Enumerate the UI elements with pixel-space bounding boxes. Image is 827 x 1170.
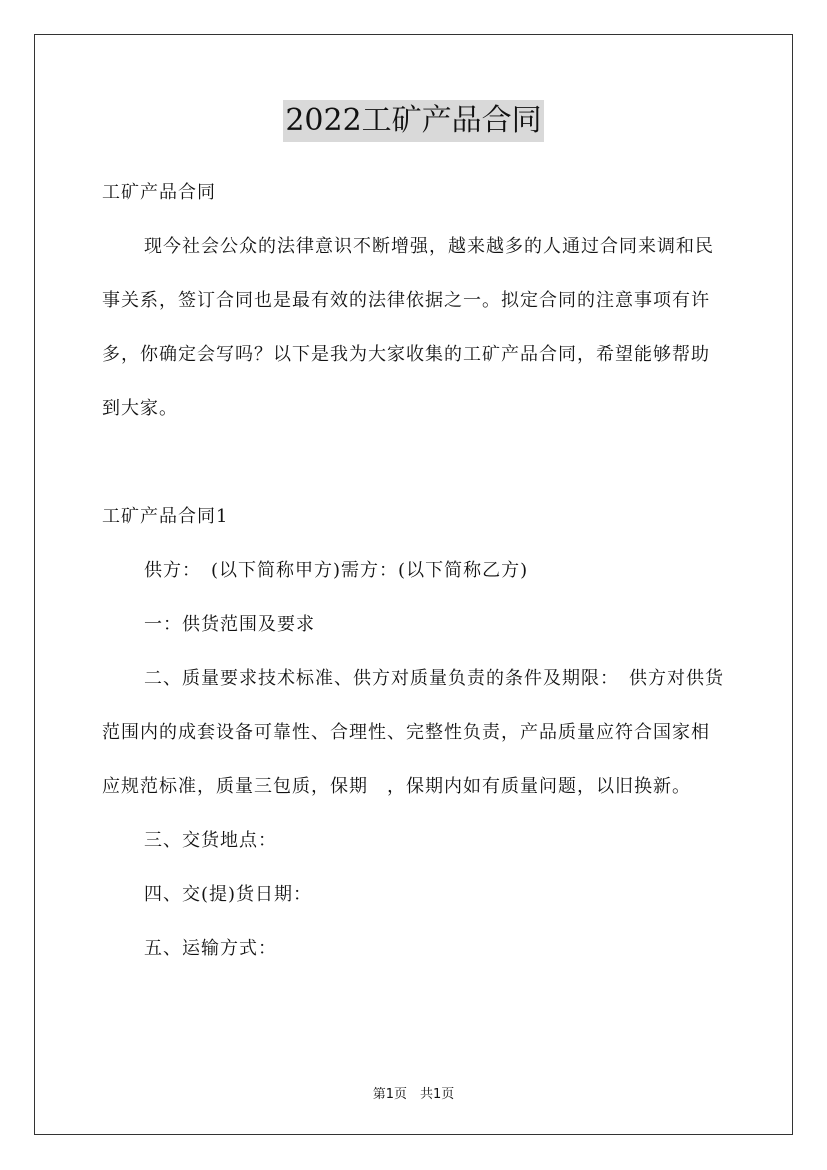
page-number: 第1页 共1页	[372, 1087, 455, 1102]
page-footer	[0, 1083, 827, 1102]
parties-line: 供方： (以下简称甲方)需方：(以下简称乙方)	[144, 560, 529, 581]
subtitle: 工矿产品合同	[102, 182, 216, 203]
intro-paragraph: 现今社会公众的法律意识不断增强，越来越多的人通过合同来调和民事关系，签订合同也是最有效的法律依据之一。拟定合同的注意事项有许多，你确定会写吗？以下是我为大家收集的工矿产品合同，希望能够帮助到大家。	[102, 236, 714, 419]
clause-2: 二、质量要求技术标准、供方对质量负责的条件及期限： 供方对供货范围内的成套设备可靠性、合理性、完整性负责，产品质量应符合国家相应规范标准，质量三包质，保期 ，保期内如有质量问题，以旧换新。	[102, 668, 724, 797]
clause-1: 一：供货范围及要求	[144, 614, 315, 635]
spacer	[102, 436, 726, 490]
document-title: 2022工矿产品合同	[283, 100, 543, 142]
section-heading: 工矿产品合同1	[102, 506, 229, 527]
title-container	[0, 100, 827, 142]
clause-5: 五、运输方式：	[144, 938, 277, 959]
clause-3: 三、交货地点：	[144, 830, 277, 851]
clause-4: 四、交(提)货日期：	[144, 884, 313, 905]
document-body	[102, 166, 726, 976]
